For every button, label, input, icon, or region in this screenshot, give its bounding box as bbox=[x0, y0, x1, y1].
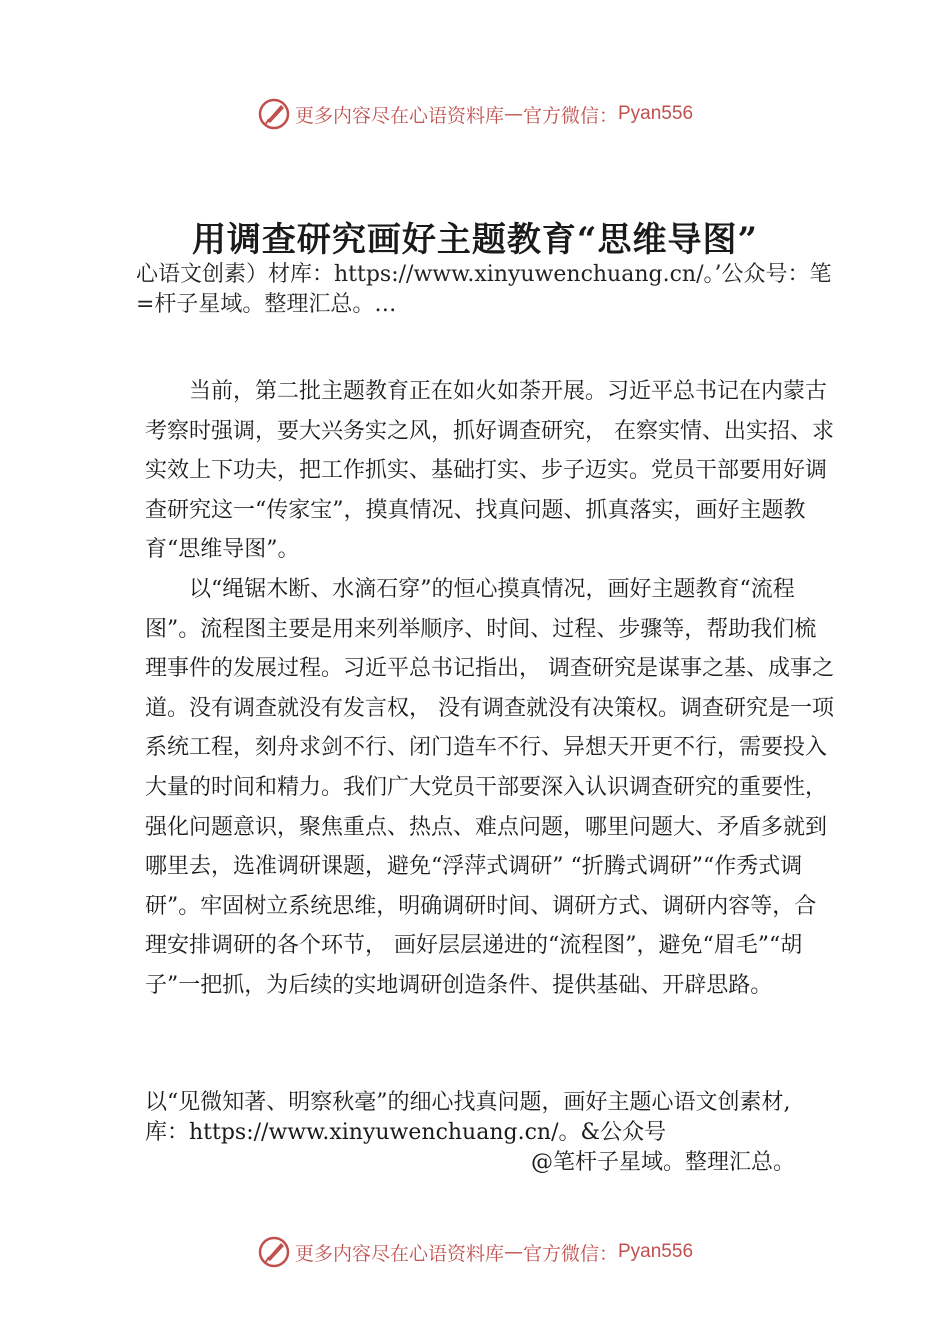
source-line: 心语文创素）材库：https://www.xinyuwenchuang.cn/。’公众号：笔=杆子星域。整理汇总。… bbox=[136, 262, 832, 317]
tail-text: 以“见微知著、明察秋毫”的细心找真问题，画好主题心语文创素材,库：https://www.xinyuwenchuang.cn/。&公众号 bbox=[145, 1090, 791, 1145]
banner-separator: — bbox=[503, 103, 523, 125]
paragraph: 以“绳锯木断、水滴石穿”的恒心摸真情况，画好主题教育“流程图”。流程图主要是用来列举顺序、时间、过程、步骤等，帮助我们梳理事件的发展过程。习近平总书记指出， 调查研究是谋事之基、成事之道。没有调查就没有发言权， 没有调查就没有决策权。调查研究是一项系统工程，刻舟求剑不行、闭门造车不行、异想天开更不行，需要投入大量的时间和精力。我们广大党员干部要深入认识调查研究的重要性，强化问题意识，聚焦重点、热点、难点问题，哪里问题大、矛盾多就到哪里去，选准调研课题，避免“浮萍式调研” “折腾式调研”“作秀式调研”。牢固树立系统思维，明确调研时间、调研方式、调研内容等，合理安排调研的各个环节， 画好层层递进的“流程图”，避免“眉毛”“胡子”一把抓，为后续的实地调研创造条件、提供基础、开辟思路。 bbox=[145, 576, 834, 998]
banner-wechat-id: Pyan556 bbox=[618, 103, 694, 124]
banner-text: 更多内容尽在心语资料库 bbox=[294, 1242, 504, 1265]
document-tail bbox=[145, 1088, 825, 1178]
banner-wechat-label: 官方微信： bbox=[522, 104, 618, 127]
banner-wechat-label: 官方微信： bbox=[522, 1242, 618, 1265]
banner-text: 更多内容尽在心语资料库 bbox=[294, 104, 504, 127]
document-body bbox=[145, 372, 835, 1006]
paragraph: 当前，第二批主题教育正在如火如荼开展。习近平总书记在内蒙古考察时强调，要大兴务实之风，抓好调查研究， 在察实情、出实招、求实效上下功夫，把工作抓实、基础打实、步子迈实。党员干部要用好调查研究这一“传家宝”，摸真情况、找真问题、抓真落实，画好主题教育“思维导图”。 bbox=[145, 379, 834, 563]
quill-pen-logo-icon bbox=[257, 97, 291, 131]
footer-banner bbox=[0, 1232, 950, 1272]
quill-pen-logo-icon bbox=[257, 1235, 291, 1269]
tail-signature: @笔杆子星域。整理汇总。 bbox=[530, 1150, 795, 1175]
banner-wechat-id: Pyan556 bbox=[618, 1241, 694, 1262]
document-title: 用调查研究画好主题教育“思维导图” bbox=[191, 220, 759, 260]
header-banner bbox=[0, 94, 950, 134]
banner-separator: — bbox=[503, 1241, 523, 1263]
